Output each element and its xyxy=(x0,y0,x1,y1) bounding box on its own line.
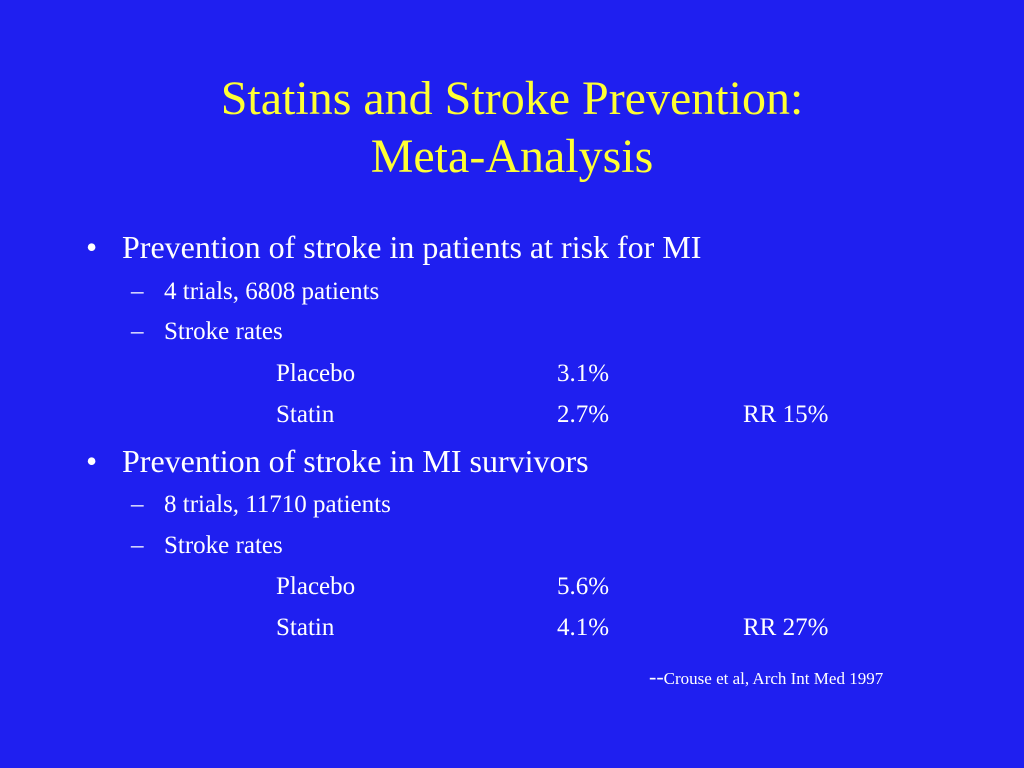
dash-icon: – xyxy=(131,318,144,345)
citation-text: Crouse et al, Arch Int Med 1997 xyxy=(663,669,884,688)
sub-item-trials xyxy=(131,277,379,307)
slide-title xyxy=(0,70,1024,186)
sub-item-text: Stroke rates xyxy=(164,532,283,559)
sub-item-stroke-rates xyxy=(131,531,283,561)
bullet-text: Prevention of stroke in patients at risk for MI xyxy=(122,229,702,265)
group-label: Placebo xyxy=(276,573,356,600)
title-line-1: Statins and Stroke Prevention: xyxy=(220,72,804,125)
bullet-item-risk-for-mi xyxy=(86,228,701,266)
sub-item-text: Stroke rates xyxy=(164,318,283,345)
citation-prefix: -- xyxy=(649,664,664,689)
rate-value: 2.7% xyxy=(557,401,610,428)
citation xyxy=(649,664,883,690)
sub-item-text: 8 trials, 11710 patients xyxy=(164,491,391,518)
dash-icon: – xyxy=(131,491,144,518)
rate-value: 3.1% xyxy=(557,360,610,387)
bullet-item-mi-survivors xyxy=(86,442,589,480)
group-label: Placebo xyxy=(276,360,356,387)
group-label: Statin xyxy=(276,614,335,641)
bullet-icon: • xyxy=(86,443,98,479)
sub-item-stroke-rates xyxy=(131,317,283,347)
group-label: Statin xyxy=(276,401,335,428)
bullet-icon: • xyxy=(86,229,98,265)
sub-item-text: 4 trials, 6808 patients xyxy=(164,278,380,305)
sub-item-trials xyxy=(131,490,391,520)
dash-icon: – xyxy=(131,532,144,559)
title-line-2: Meta-Analysis xyxy=(370,130,654,183)
rate-value: 4.1% xyxy=(557,614,610,641)
dash-icon: – xyxy=(131,278,144,305)
bullet-text: Prevention of stroke in MI survivors xyxy=(122,443,589,479)
relative-risk: RR 27% xyxy=(743,614,829,641)
relative-risk: RR 15% xyxy=(743,401,829,428)
rate-value: 5.6% xyxy=(557,573,610,600)
